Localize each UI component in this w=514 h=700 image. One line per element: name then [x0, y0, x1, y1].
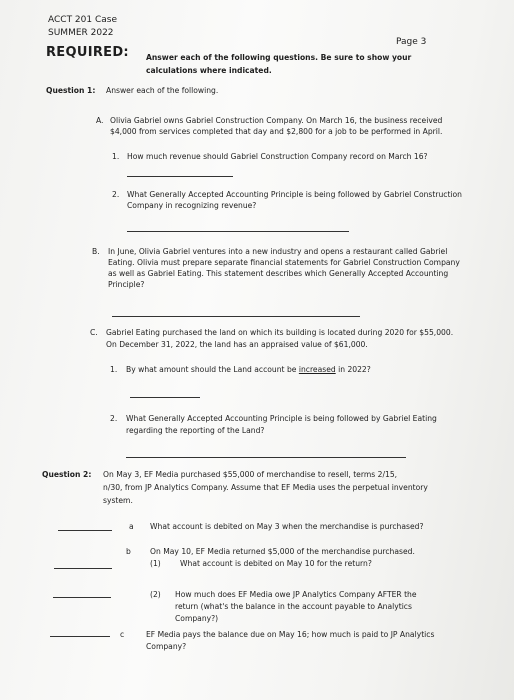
- q2-b1-text: What account is debited on May 10 for the return?: [180, 559, 372, 568]
- q1-part-b-line4: Principle?: [108, 280, 145, 289]
- q1-part-b-line2: Eating. Olivia must prepare separate financial statements for Gabriel Construction Company: [108, 258, 460, 267]
- page-number: Page 3: [396, 37, 427, 47]
- q1-a-sub1-text: How much revenue should Gabriel Construction Company record on March 16?: [127, 152, 428, 161]
- question-1-label: Question 1:: [46, 86, 96, 95]
- q2-b1-answer-line[interactable]: [54, 568, 112, 569]
- q2-intro-line1: On May 3, EF Media purchased $55,000 of merchandise to resell, terms 2/15,: [103, 470, 398, 479]
- term-label: SUMMER 2022: [48, 28, 114, 38]
- q2-c-answer-line[interactable]: [50, 636, 110, 637]
- required-instructions-line1: Answer each of the following questions. Be sure to show your: [146, 53, 412, 62]
- q1-part-a-line1: Olivia Gabriel owns Gabriel Construction Company. On March 16, the business received: [110, 116, 443, 125]
- q1-part-c-line2: On December 31, 2022, the land has an appraised value of $61,000.: [106, 340, 368, 349]
- q1-c-sub2-answer-line[interactable]: [126, 457, 406, 458]
- q1-a-sub2-answer-line[interactable]: [127, 231, 349, 232]
- q1-a-sub2-line1: What Generally Accepted Accounting Principle is being followed by Gabriel Construction: [127, 190, 462, 199]
- q1-part-b-line1: In June, Olivia Gabriel ventures into a new industry and opens a restaurant called Gabriel: [108, 247, 448, 256]
- q2-b2-line1: How much does EF Media owe JP Analytics Company AFTER the: [175, 590, 417, 599]
- q1-a-sub1-number: 1.: [112, 152, 120, 161]
- q1-part-b-line3: as well as Gabriel Eating. This statement describes which Generally Accepted Accounting: [108, 269, 449, 278]
- q1-c-sub1-number: 1.: [110, 365, 118, 374]
- q1-c-sub1-answer-line[interactable]: [130, 397, 200, 398]
- q2-a-answer-line[interactable]: [58, 530, 112, 531]
- q1-part-a-marker: A.: [96, 116, 104, 125]
- q2-c-line1: EF Media pays the balance due on May 16; how much is paid to JP Analytics: [146, 630, 435, 639]
- q2-a-text: What account is debited on May 3 when the merchandise is purchased?: [150, 522, 424, 531]
- q2-intro-line3: system.: [103, 496, 133, 505]
- q1-part-c-line1: Gabriel Eating purchased the land on which its building is located during 2020 for $55,000.: [106, 328, 454, 337]
- q1-a-sub2-line2: Company in recognizing revenue?: [127, 201, 257, 210]
- q2-c-marker: c: [120, 630, 125, 639]
- q1-c-sub1-underlined-word: increased: [298, 365, 336, 374]
- q2-b2-answer-line[interactable]: [53, 597, 111, 598]
- q1-a-sub2-number: 2.: [112, 190, 120, 199]
- q1-c-sub2-line1: What Generally Accepted Accounting Principle is being followed by Gabriel Eating: [126, 414, 437, 423]
- q1-c-sub1-text-start: By what amount should the Land account be: [126, 365, 299, 374]
- q2-b1-number: (1): [150, 559, 161, 568]
- q2-b2-line3: Company?): [175, 614, 219, 623]
- q1-c-sub2-number: 2.: [110, 414, 118, 423]
- q1-part-a-line2: $4,000 from services completed that day and $2,800 for a job to be performed in April.: [110, 127, 443, 136]
- q1-c-sub1-text: [126, 365, 371, 374]
- required-instructions-line2: calculations where indicated.: [146, 66, 272, 75]
- q1-b-answer-line[interactable]: [112, 316, 360, 317]
- q1-c-sub2-line2: regarding the reporting of the Land?: [126, 426, 265, 435]
- q2-b2-number: (2): [150, 590, 161, 599]
- question-1-intro: Answer each of the following.: [106, 86, 219, 95]
- q2-b-marker: b: [126, 547, 131, 556]
- q1-a-sub1-answer-line[interactable]: [127, 176, 233, 177]
- q2-a-marker: a: [129, 522, 134, 531]
- q1-c-sub1-text-end: in 2022?: [335, 365, 371, 374]
- q2-intro-line2: n/30, from JP Analytics Company. Assume that EF Media uses the perpetual inventory: [103, 483, 428, 492]
- q2-b2-line2: return (what's the balance in the account payable to Analytics: [175, 602, 412, 611]
- q1-part-b-marker: B.: [92, 247, 100, 256]
- q1-part-c-marker: C.: [90, 328, 98, 337]
- q2-c-line2: Company?: [146, 642, 187, 651]
- required-heading: REQUIRED:: [46, 45, 129, 60]
- q2-b-line1: On May 10, EF Media returned $5,000 of the merchandise purchased.: [150, 547, 415, 556]
- course-title: ACCT 201 Case: [48, 15, 117, 25]
- question-2-label: Question 2:: [42, 470, 92, 479]
